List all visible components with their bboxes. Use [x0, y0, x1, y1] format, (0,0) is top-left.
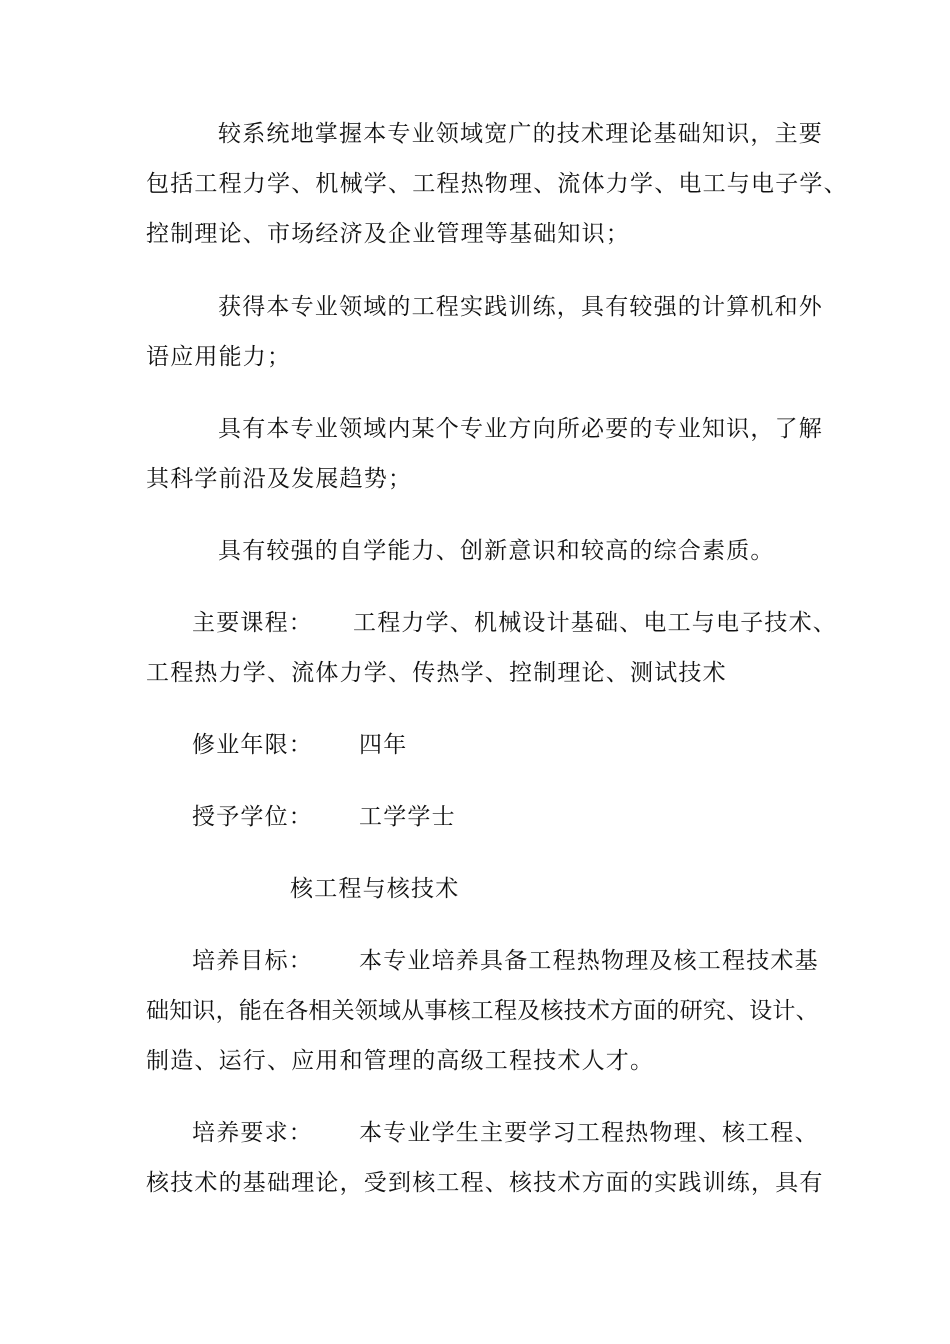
main-courses-label: 主要课程： [192, 610, 313, 636]
training-goal-value-line-2: 础知识，能在各相关领域从事核工程及核技术方面的研究、设计、 [146, 998, 819, 1024]
paragraph-2-line-2: 语应用能力； [146, 344, 292, 370]
training-requirements-value-line-1: 本专业学生主要学习工程热物理、核工程、 [359, 1120, 819, 1146]
paragraph-2-line-1: 获得本专业领域的工程实践训练，具有较强的计算机和外 [218, 294, 823, 320]
paragraph-4-line-1: 具有较强的自学能力、创新意识和较高的综合素质。 [218, 538, 775, 564]
section-title: 核工程与核技术 [290, 876, 460, 902]
paragraph-1-line-1: 较系统地掌握本专业领域宽广的技术理论基础知识，主要 [218, 121, 823, 147]
duration-label: 修业年限： [192, 732, 313, 758]
duration-row [192, 730, 407, 760]
degree-value: 工学学士 [359, 804, 456, 830]
training-requirements-value-line-2: 核技术的基础理论，受到核工程、核技术方面的实践训练，具有 [146, 1170, 824, 1196]
training-goal-value-line-3: 制造、运行、应用和管理的高级工程技术人才。 [146, 1048, 655, 1074]
training-goal-row [192, 946, 819, 976]
training-goal-value-line-1: 本专业培养具备工程热物理及核工程技术基 [359, 948, 819, 974]
paragraph-3-line-1: 具有本专业领域内某个专业方向所必要的专业知识，了解 [218, 416, 823, 442]
paragraph-3-line-2: 其科学前沿及发展趋势； [146, 466, 413, 492]
paragraph-1-line-2: 包括工程力学、机械学、工程热物理、流体力学、电工与电子学、 [146, 171, 848, 197]
main-courses-row [192, 608, 837, 638]
duration-value: 四年 [359, 732, 408, 758]
training-requirements-label: 培养要求： [192, 1120, 313, 1146]
degree-label: 授予学位： [192, 804, 313, 830]
main-courses-value-line-2: 工程热力学、流体力学、传热学、控制理论、测试技术 [146, 660, 727, 686]
training-requirements-row [192, 1118, 819, 1148]
training-goal-label: 培养目标： [192, 948, 313, 974]
degree-row [192, 802, 456, 832]
paragraph-1-line-3: 控制理论、市场经济及企业管理等基础知识； [146, 221, 630, 247]
main-courses-value-line-1: 工程力学、机械设计基础、电工与电子技术、 [353, 610, 837, 636]
